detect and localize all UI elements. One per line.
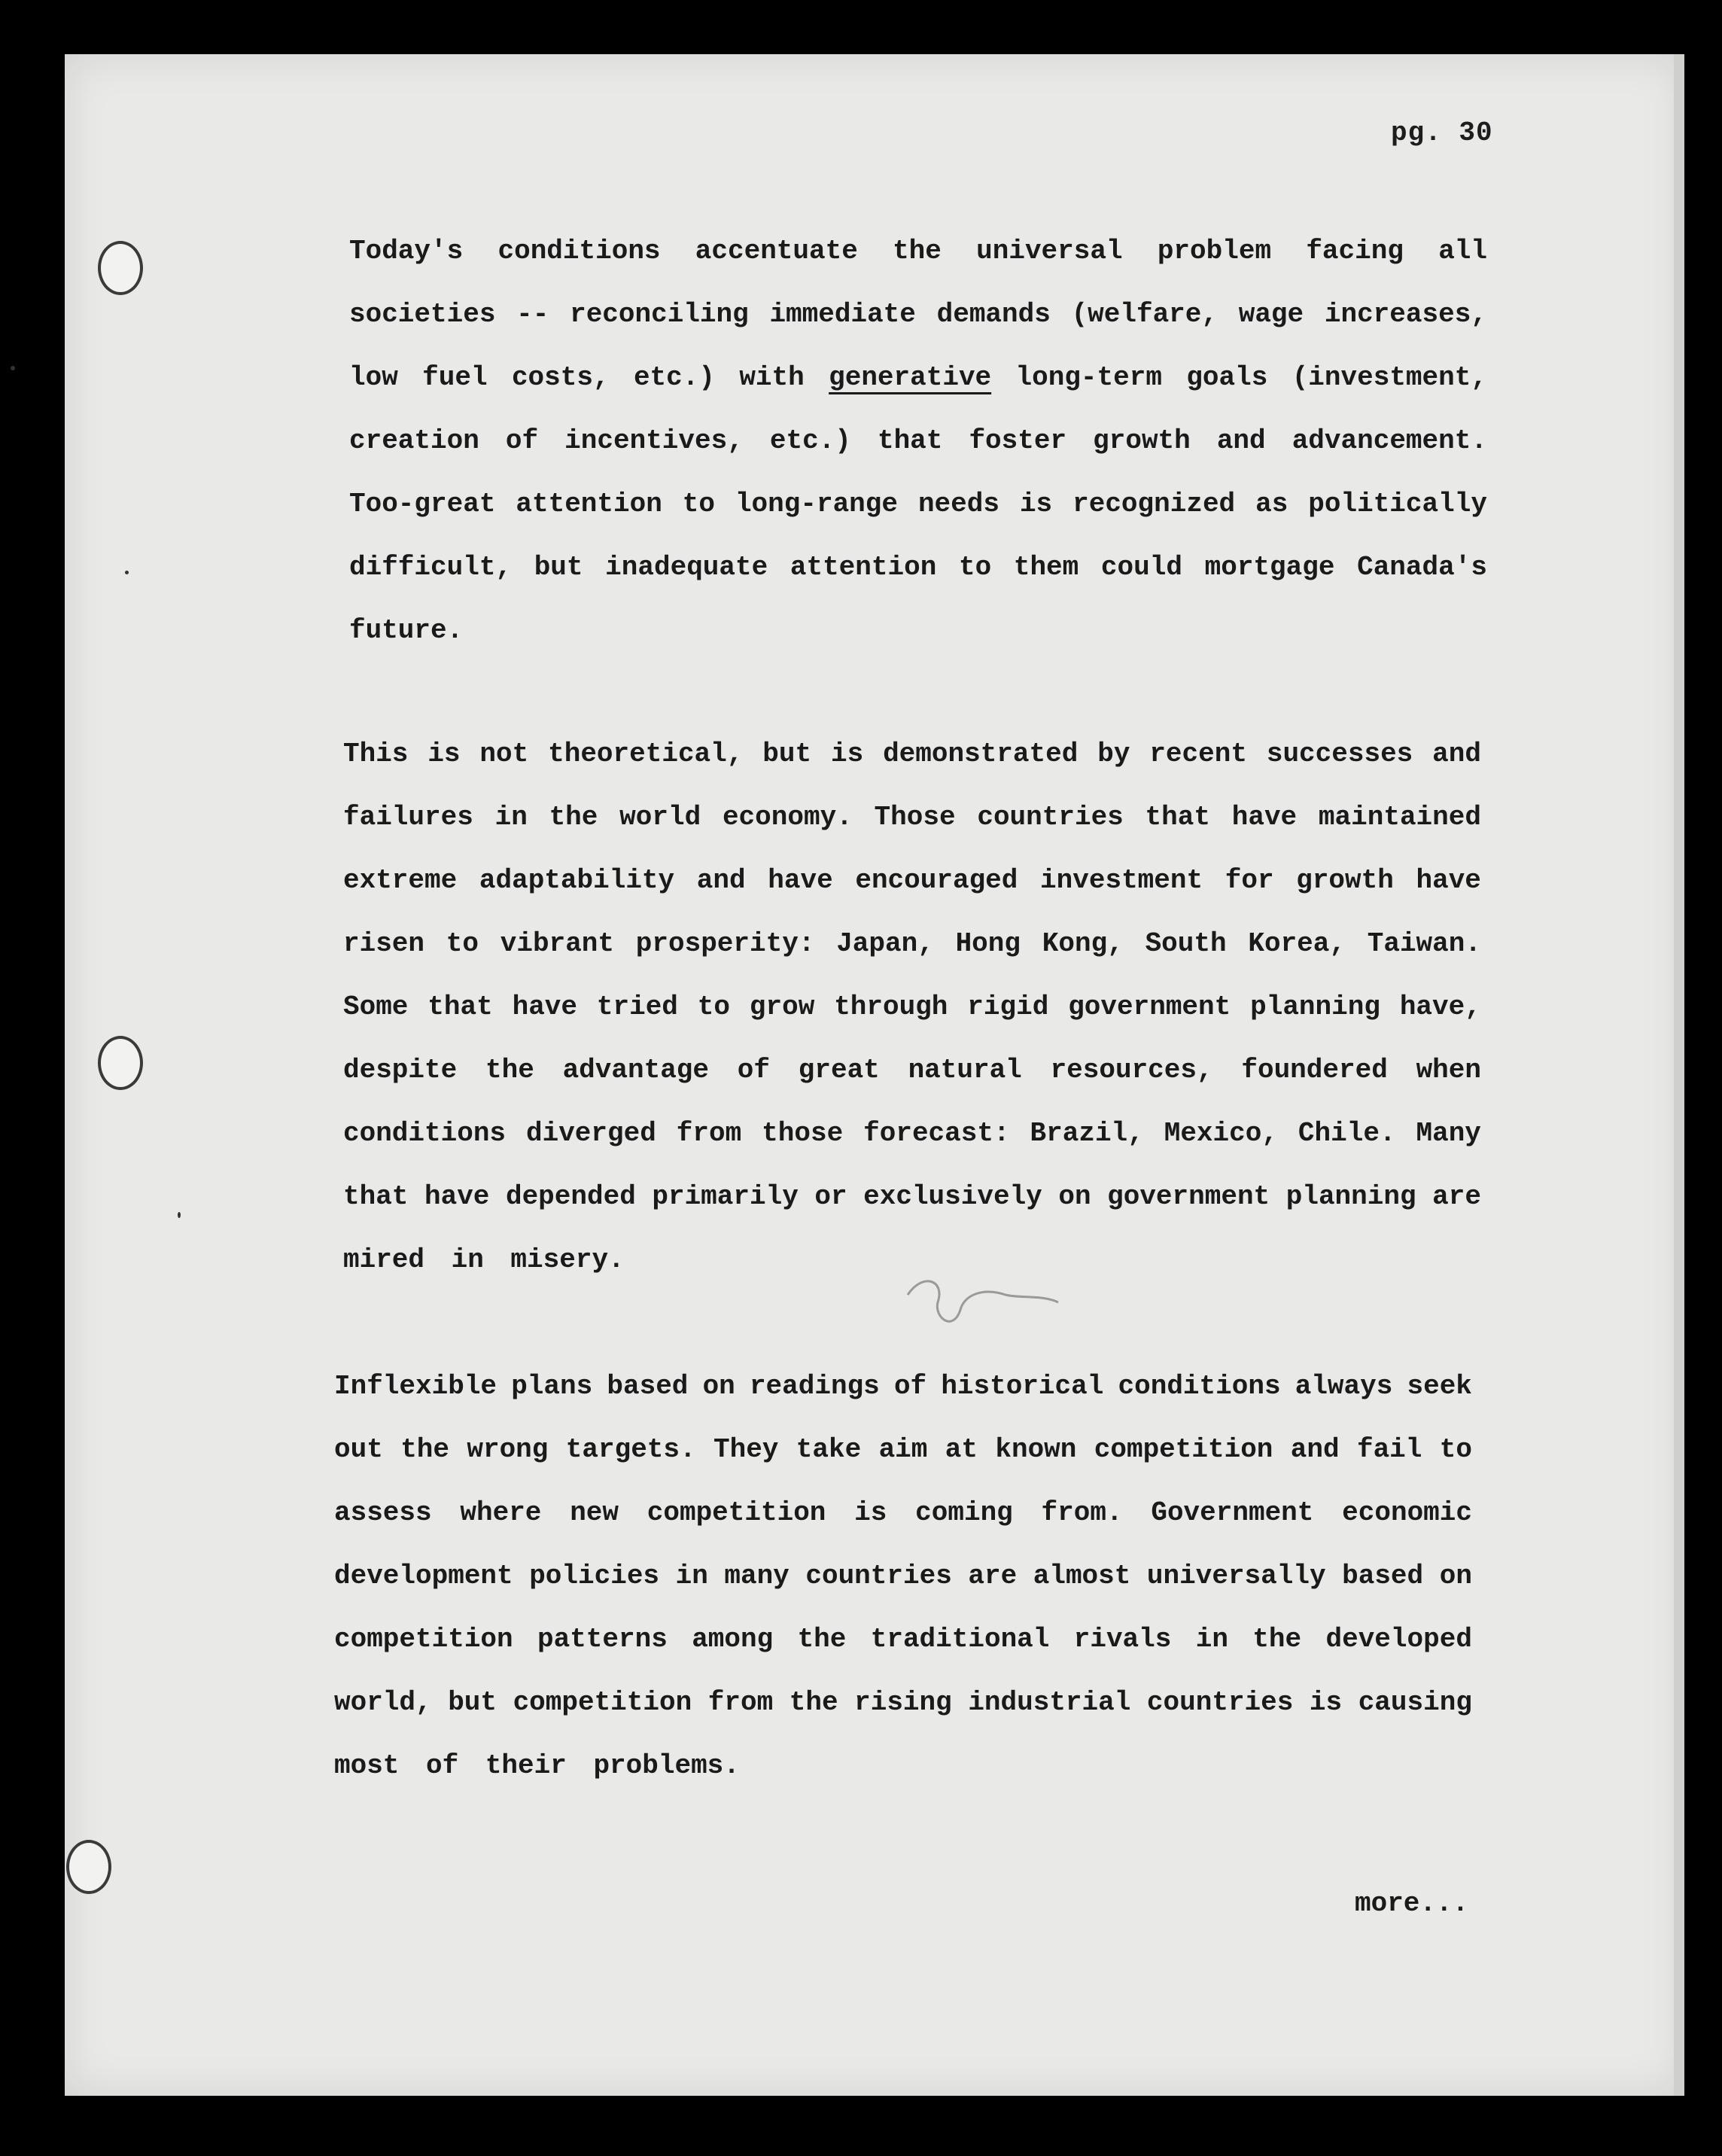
- line-text: most of their problems.: [334, 1750, 740, 1781]
- paragraph-3: [334, 1355, 1472, 1798]
- word: of: [893, 1371, 927, 1402]
- word: the: [893, 236, 942, 266]
- word: from: [676, 1118, 742, 1149]
- word: out: [334, 1434, 383, 1465]
- word: from.: [1041, 1497, 1123, 1528]
- word: as: [1255, 489, 1288, 519]
- text-line: [343, 849, 1481, 912]
- word: through: [834, 991, 948, 1022]
- word: incentives,: [564, 425, 744, 456]
- word: targets.: [565, 1434, 696, 1465]
- word: foster: [969, 425, 1067, 456]
- word: assess: [334, 1497, 432, 1528]
- word: the: [549, 802, 598, 833]
- word: to: [958, 552, 992, 583]
- word: planning: [1250, 991, 1380, 1022]
- word: adaptability: [479, 865, 675, 896]
- word: is: [1309, 1687, 1343, 1718]
- word: depended: [505, 1181, 636, 1212]
- word: inadequate: [605, 552, 768, 583]
- underlined-word: generative: [829, 362, 992, 393]
- word: patterns: [537, 1624, 668, 1655]
- word: all: [1438, 236, 1487, 266]
- word: Inflexible: [334, 1371, 497, 1402]
- word: competition: [647, 1497, 826, 1528]
- scan-speck: [178, 1212, 181, 1218]
- punch-hole-middle: [98, 1036, 143, 1090]
- word: and: [696, 865, 746, 896]
- word: planning: [1285, 1181, 1416, 1212]
- word: those: [762, 1118, 844, 1149]
- word: competition: [1094, 1434, 1273, 1465]
- word: on: [1439, 1561, 1472, 1591]
- word: This: [343, 738, 409, 769]
- word: great: [798, 1055, 880, 1086]
- word: have: [512, 991, 578, 1022]
- word: (welfare,: [1071, 299, 1218, 330]
- word: Mexico,: [1164, 1118, 1278, 1149]
- word: from: [707, 1687, 774, 1718]
- text-line: [343, 1039, 1481, 1102]
- word: increases,: [1324, 299, 1487, 330]
- word: recent: [1149, 738, 1247, 769]
- word: politically: [1308, 489, 1487, 519]
- word: theoretical,: [548, 738, 744, 769]
- word: risen: [343, 928, 425, 959]
- punch-hole-bottom: [66, 1840, 111, 1894]
- word: seek: [1407, 1371, 1472, 1402]
- word: forecast:: [863, 1118, 1010, 1149]
- word: historical: [941, 1371, 1104, 1402]
- text-line: [334, 1608, 1472, 1671]
- word: Today's: [349, 236, 464, 266]
- word: to: [1439, 1434, 1472, 1465]
- pencil-mark: [900, 1265, 1066, 1355]
- word: among: [692, 1624, 774, 1655]
- word: facing: [1306, 236, 1404, 266]
- word: is: [1019, 489, 1053, 519]
- word: at: [945, 1434, 978, 1465]
- word: vibrant: [500, 928, 615, 959]
- word: countries: [1146, 1687, 1294, 1718]
- word: government: [1107, 1181, 1270, 1212]
- word: natural: [908, 1055, 1022, 1086]
- word: needs: [917, 489, 999, 519]
- text-line: [334, 1671, 1472, 1734]
- word: readings: [749, 1371, 880, 1402]
- word: always: [1295, 1371, 1393, 1402]
- word: Those: [874, 802, 956, 833]
- text-line: [343, 1165, 1481, 1229]
- word: foundered: [1241, 1055, 1388, 1086]
- word: Too-great: [349, 489, 496, 519]
- text-line: [343, 976, 1481, 1039]
- word: that: [427, 991, 493, 1022]
- text-line: [334, 1418, 1472, 1481]
- word: on: [702, 1371, 735, 1402]
- word: --: [516, 299, 549, 330]
- word: fail: [1356, 1434, 1422, 1465]
- word: low: [349, 362, 398, 393]
- word: accentuate: [695, 236, 858, 266]
- word: universally: [1146, 1561, 1326, 1591]
- word: societies: [349, 299, 496, 330]
- page-number: pg. 30: [1391, 117, 1493, 148]
- word: with: [739, 362, 805, 393]
- word: have: [768, 865, 833, 896]
- word: world: [619, 802, 701, 833]
- word: diverged: [526, 1118, 656, 1149]
- word: and: [1432, 738, 1481, 769]
- word: have,: [1399, 991, 1481, 1022]
- word: causing: [1358, 1687, 1472, 1718]
- word: on: [1058, 1181, 1091, 1212]
- scan-speck: [11, 366, 15, 370]
- word: Korea,: [1248, 928, 1346, 959]
- text-line: [349, 536, 1487, 599]
- word: development: [334, 1561, 513, 1591]
- word: could: [1100, 552, 1182, 583]
- word: almost: [1033, 1561, 1131, 1591]
- word: South: [1145, 928, 1227, 959]
- word: Brazil,: [1030, 1118, 1144, 1149]
- line-text: mired in misery.: [343, 1244, 625, 1275]
- word: are: [968, 1561, 1018, 1591]
- word: by: [1097, 738, 1130, 769]
- text-line: [343, 723, 1481, 786]
- text-line: [349, 410, 1487, 473]
- word: government: [1068, 991, 1231, 1022]
- word: costs,: [511, 362, 610, 393]
- word: Hong: [955, 928, 1021, 959]
- text-line: [349, 473, 1487, 536]
- word: Taiwan.: [1367, 928, 1481, 959]
- word: advancement.: [1292, 425, 1487, 456]
- word: plans: [511, 1371, 593, 1402]
- word: encouraged: [855, 865, 1018, 896]
- word: Japan,: [836, 928, 934, 959]
- word: problem: [1157, 236, 1272, 266]
- word: that: [877, 425, 943, 456]
- word: fuel: [422, 362, 488, 393]
- word: They: [713, 1434, 779, 1465]
- word: tried: [596, 991, 678, 1022]
- word: conditions: [343, 1118, 507, 1149]
- text-line: [334, 1545, 1472, 1608]
- word: and: [1290, 1434, 1340, 1465]
- word: for: [1225, 865, 1274, 896]
- word: Kong,: [1042, 928, 1124, 959]
- word: to: [682, 489, 715, 519]
- word: despite: [343, 1055, 458, 1086]
- word: is: [427, 738, 461, 769]
- word: the: [789, 1687, 838, 1718]
- punch-hole-top: [98, 241, 143, 295]
- word: investment: [1040, 865, 1203, 896]
- word: known: [995, 1434, 1077, 1465]
- word: to: [697, 991, 731, 1022]
- word: long-term: [1015, 362, 1162, 393]
- text-line: [349, 599, 1487, 662]
- word: goals: [1186, 362, 1268, 393]
- word: of: [505, 425, 539, 456]
- word: Chile.: [1298, 1118, 1396, 1149]
- word: not: [479, 738, 529, 769]
- word: rising: [854, 1687, 952, 1718]
- word: extreme: [343, 865, 458, 896]
- word: the: [1252, 1624, 1302, 1655]
- word: recognized: [1072, 489, 1236, 519]
- word: etc.): [769, 425, 851, 456]
- word: but: [762, 738, 812, 769]
- text-line: [334, 1734, 1472, 1798]
- text-line: [334, 1481, 1472, 1545]
- word: have: [1231, 802, 1298, 833]
- word: take: [796, 1434, 862, 1465]
- continued-marker: more...: [1355, 1888, 1469, 1919]
- word: (investment,: [1292, 362, 1487, 393]
- word: wrong: [467, 1434, 549, 1465]
- word: or: [814, 1181, 847, 1212]
- word: are: [1432, 1181, 1481, 1212]
- text-line: [349, 283, 1487, 346]
- text-line: [343, 786, 1481, 849]
- word: wage: [1238, 299, 1304, 330]
- word: demands: [936, 299, 1051, 330]
- word: of: [737, 1055, 770, 1086]
- word: Some: [343, 991, 409, 1022]
- word: growth: [1093, 425, 1191, 456]
- word: the: [485, 1055, 534, 1086]
- word: successes: [1266, 738, 1413, 769]
- word: have: [424, 1181, 490, 1212]
- word: competition: [513, 1687, 692, 1718]
- text-line: [349, 346, 1487, 410]
- word: resources,: [1050, 1055, 1213, 1086]
- word: difficult,: [349, 552, 513, 583]
- word: based: [1342, 1561, 1424, 1591]
- word: in: [675, 1561, 708, 1591]
- word: the: [400, 1434, 449, 1465]
- word: Canada's: [1357, 552, 1487, 583]
- word: conditions: [497, 236, 661, 266]
- word: demonstrated: [883, 738, 1079, 769]
- word: many: [724, 1561, 790, 1591]
- word: rigid: [967, 991, 1049, 1022]
- word: where: [460, 1497, 542, 1528]
- text-line: [349, 220, 1487, 283]
- word: maintained: [1318, 802, 1481, 833]
- word: reconciling: [570, 299, 749, 330]
- word: but: [448, 1687, 497, 1718]
- word: aim: [878, 1434, 928, 1465]
- word: industrial: [968, 1687, 1131, 1718]
- word: Many: [1416, 1118, 1481, 1149]
- word: failures: [343, 802, 473, 833]
- word: new: [570, 1497, 619, 1528]
- word: growth: [1296, 865, 1394, 896]
- word: attention: [790, 552, 937, 583]
- word: in: [494, 802, 528, 833]
- word: exclusively: [863, 1181, 1042, 1212]
- word: the: [797, 1624, 847, 1655]
- paragraph-1: [349, 220, 1487, 662]
- word: when: [1416, 1055, 1481, 1086]
- word: universal: [976, 236, 1123, 266]
- line-text: future.: [349, 615, 464, 646]
- word: attention: [516, 489, 662, 519]
- word: policies: [529, 1561, 660, 1591]
- scan-speck: [125, 571, 129, 574]
- word: developed: [1325, 1624, 1472, 1655]
- word: is: [854, 1497, 887, 1528]
- paragraph-2: [343, 723, 1481, 1292]
- word: immediate: [769, 299, 916, 330]
- word: long-range: [735, 489, 898, 519]
- word: rivals: [1073, 1624, 1172, 1655]
- word: advantage: [562, 1055, 710, 1086]
- word: countries: [805, 1561, 952, 1591]
- word: coming: [915, 1497, 1013, 1528]
- word: world,: [334, 1687, 432, 1718]
- word: economic: [1342, 1497, 1472, 1528]
- word: prosperity:: [635, 928, 815, 959]
- word: have: [1416, 865, 1481, 896]
- word: primarily: [652, 1181, 799, 1212]
- word: based: [607, 1371, 689, 1402]
- word: but: [534, 552, 583, 583]
- word: traditional: [870, 1624, 1050, 1655]
- text-line: [334, 1355, 1472, 1418]
- word: economy.: [722, 802, 853, 833]
- text-line: [343, 912, 1481, 976]
- word: mortgage: [1204, 552, 1335, 583]
- word: etc.): [633, 362, 715, 393]
- word: that: [343, 1181, 409, 1212]
- word: and: [1216, 425, 1266, 456]
- word: grow: [749, 991, 815, 1022]
- word: creation: [349, 425, 479, 456]
- word: in: [1195, 1624, 1228, 1655]
- word: that: [1145, 802, 1210, 833]
- word: Government: [1151, 1497, 1314, 1528]
- word: is: [830, 738, 864, 769]
- word: competition: [334, 1624, 513, 1655]
- paper-edge: [1674, 54, 1684, 2096]
- word: them: [1013, 552, 1079, 583]
- word: countries: [977, 802, 1124, 833]
- word: conditions: [1118, 1371, 1281, 1402]
- text-line: [343, 1102, 1481, 1165]
- word: to: [446, 928, 479, 959]
